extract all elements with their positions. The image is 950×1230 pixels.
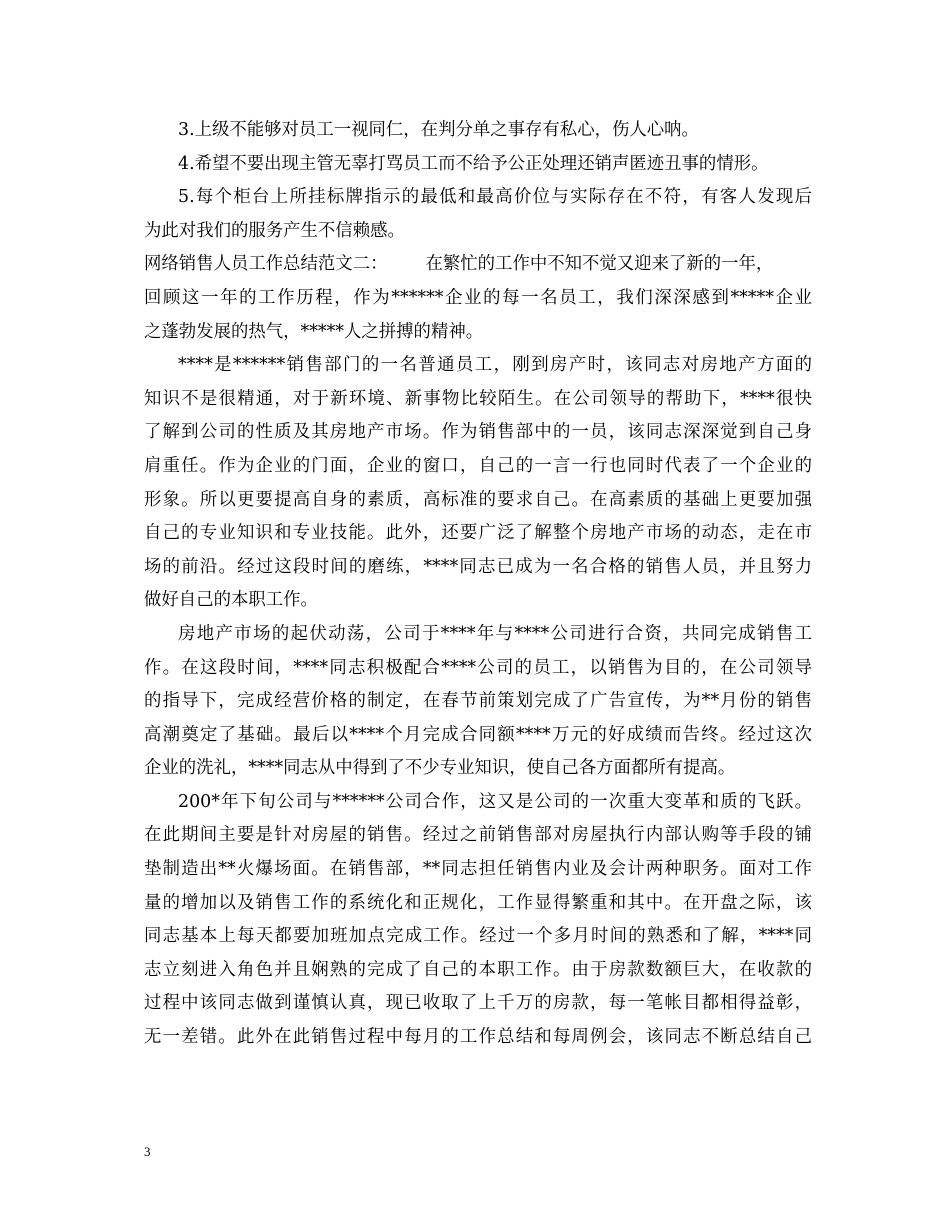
text-line: 无一差错。此外在此销售过程中每月的工作总结和每周例会，该同志不断总结自己: [144, 1027, 812, 1048]
text-line: 房地产市场的起伏动荡，公司于****年与****公司进行合资，共同完成销售工: [178, 623, 812, 644]
text-line: 量的增加以及销售工作的系统化和正规化，工作显得繁重和其中。在开盘之际，该: [144, 892, 812, 913]
section-heading: 网络销售人员工作总结范文二：: [144, 254, 388, 275]
text-line: 200*年下旬公司与******公司合作，这又是公司的一次重大变革和质的飞跃。: [178, 791, 812, 812]
text-line: 肩重任。作为企业的门面，企业的窗口，自己的一言一行也同时代表了一个企业的: [144, 455, 812, 476]
section-intro: 在繁忙的工作中不知不觉又迎来了新的一年，: [425, 254, 774, 275]
text-line: 垫制造出**火爆场面。在销售部，**同志担任销售内业及会计两种职务。面对工作: [144, 859, 812, 880]
text-line: 4.希望不要出现主管无辜打骂员工而不给予公正处理还销声匿迹丑事的情形。: [178, 153, 769, 174]
text-line: 的指导下，完成经营价格的制定，在春节前策划完成了广告宣传，为**月份的销售: [144, 691, 812, 712]
text-line: 了解到公司的性质及其房地产市场。作为销售部中的一员，该同志深深觉到自己身: [144, 422, 812, 443]
text-line: 在此期间主要是针对房屋的销售。经过之前销售部对房屋执行内部认购等手段的铺: [144, 825, 812, 846]
text-line: 企业的洗礼，****同志从中得到了不少专业知识，使自己各方面都所有提高。: [144, 758, 736, 779]
text-line: 形象。所以更要提高自身的素质，高标准的要求自己。在高素质的基础上更要加强: [144, 489, 812, 510]
text-line: 5.每个柜台上所挂标牌指示的最低和最高价位与实际存在不符，有客人发现后: [178, 187, 812, 208]
section-heading-line: [144, 248, 812, 282]
text-line: 之蓬勃发展的热气，*****人之拼搏的精神。: [144, 321, 484, 342]
text-line: 场的前沿。经过这段时间的磨练，****同志已成为一名合格的销售人员，并且努力: [144, 556, 812, 577]
text-line: 为此对我们的服务产生不信赖感。: [144, 220, 405, 241]
text-line: 自己的专业知识和专业技能。此外，还要广泛了解整个房地产市场的动态，走在市: [144, 523, 812, 544]
text-line: 做好自己的本职工作。: [144, 590, 318, 611]
body-text: [144, 114, 812, 1055]
text-line: 高潮奠定了基础。最后以****个月完成合同额****万元的好成绩而告终。经过这次: [144, 724, 812, 745]
text-line: ****是******销售部门的一名普通员工，刚到房产时，该同志对房地产方面的: [178, 355, 812, 376]
text-line: 过程中该同志做到谨慎认真，现已收取了上千万的房款，每一笔帐目都相得益彰，: [144, 993, 812, 1014]
text-line: 同志基本上每天都要加班加点完成工作。经过一个多月时间的熟悉和了解，****同: [144, 926, 812, 947]
text-line: 知识不是很精通，对于新环境、新事物比较陌生。在公司领导的帮助下，****很快: [144, 388, 812, 409]
text-line: 志立刻进入角色并且娴熟的完成了自己的本职工作。由于房款数额巨大，在收款的: [144, 959, 812, 980]
text-line: 3.上级不能够对员工一视同仁，在判分单之事存有私心，伤人心呐。: [178, 120, 699, 140]
page-number: 3: [144, 1144, 151, 1159]
text-line: 回顾这一年的工作历程，作为******企业的每一名员工，我们深深感到*****企业: [144, 287, 812, 308]
text-line: 作。在这段时间，****同志积极配合****公司的员工，以销售为目的，在公司领导: [144, 657, 812, 678]
